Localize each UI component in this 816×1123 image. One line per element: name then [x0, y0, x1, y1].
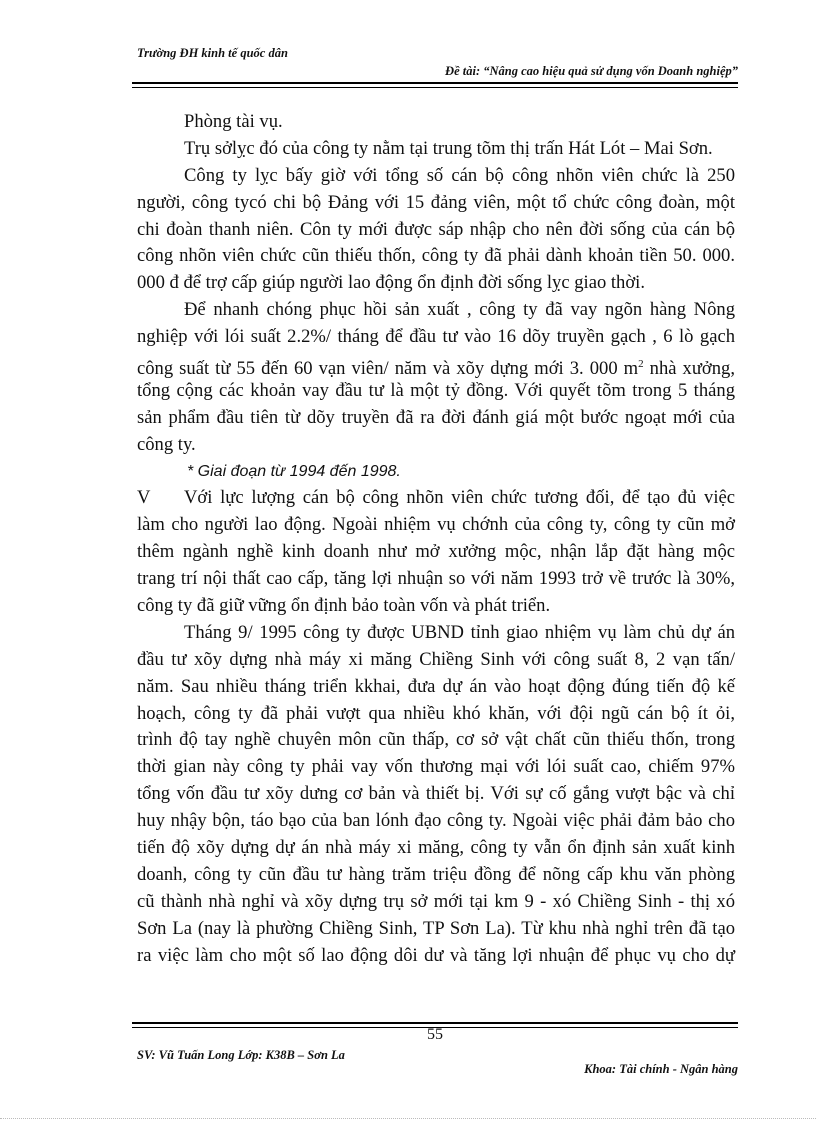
text-line: trình độ tay nghề chuyên môn cũn thấp, cơ sở vật chất cũn thiếu thốn, trong [137, 729, 735, 751]
text-line: thời gian này công ty phải vay vốn thương mại với lói suất cao, chiếm 97% [137, 756, 735, 778]
text-line: Công ty lỵc bấy giờ với tổng số cán bộ công nhõn viên chức là 250 [184, 164, 735, 186]
text-fragment: Với lực lượng cán bộ công nhõn viên chức tương đối, để tạo đủ việc [184, 487, 735, 509]
text-line: cũ thành nhà nghỉ và xõy dựng trụ sở mới tại km 9 - xó Chiềng Sinh - thị xó [137, 890, 735, 912]
text-line: Tháng 9/ 1995 công ty được UBND tỉnh giao nhiệm vụ làm chủ dự án [184, 621, 735, 643]
text-line: tiến độ xõy dựng dự án nhà máy xi măng, công ty vẫn ổn định sản xuất kinh [137, 837, 735, 859]
body-text [137, 109, 735, 970]
bullet-line [137, 485, 735, 512]
text-line: trang trí nội thất cao cấp, tăng lợi nhuận so với năm 1993 trở về trước là 30%, [137, 568, 735, 590]
text-line: sản phẩm đầu tiên từ dõy truyền đã ra đời đánh giá một bước ngoạt mới của [137, 406, 735, 428]
page-number: 55 [427, 1026, 443, 1043]
text-line: hoạch, công ty đã phải vượt qua nhiều khó khăn, với đội ngũ cán bộ ít ỏi, [137, 702, 735, 724]
text-fragment: nhà xưởng, [643, 358, 735, 380]
text-line: người, công tycó chi bộ Đảng với 15 đảng viên, một tổ chức công đoàn, một [137, 191, 735, 213]
text-line: Trụ sởlỵc đó của công ty nằm tại trung tõm thị trấn Hát Lót – Mai Sơn. [184, 137, 713, 159]
text-line: tổng cộng các khoản vay đầu tư là một tỷ đồng. Với quyết tõm trong 5 tháng [137, 379, 735, 401]
text-fragment: công suất từ 55 đến 60 vạn viên/ năm và xõy dựng mới 3. 000 m [137, 358, 639, 380]
page-footer-left: SV: Vũ Tuấn Long Lớp: K38B – Sơn La [137, 1048, 345, 1062]
text-line: Phòng tài vụ. [184, 111, 283, 132]
page-footer-right: Khoa: Tài chính - Ngân hàng [584, 1062, 738, 1076]
text-line: Để nhanh chóng phục hồi sản xuất , công ty đã vay ngõn hàng Nông [184, 299, 735, 321]
text-line: ra việc làm cho một số lao động dôi dư và tăng lợi nhuận để phục vụ cho dự [137, 944, 735, 966]
page-header-right: Đề tài: “Nâng cao hiệu quả sử dụng vốn Doanh nghiệp” [445, 64, 738, 78]
text-line: thêm ngành nghề kinh doanh như mở xưởng mộc, nhận lắp đặt hàng mộc [137, 541, 735, 563]
text-line: năm. Sau nhiều tháng triển kkhai, đưa dự án vào hoạt động đúng tiến độ kế [137, 675, 735, 697]
superscript: 2 [638, 358, 644, 371]
text-line: chi đoàn thanh niên. Côn ty mới được sáp nhập cho nên đời sống của cán bộ [137, 218, 735, 240]
bullet-marker: V [137, 487, 151, 509]
text-line: tổng vốn đầu tư xõy dưng cơ bản và thiết bị. Với sự cố gắng vượt bậc và chỉ [137, 783, 735, 805]
header-rule [132, 82, 738, 88]
page-bottom-edge [0, 1118, 816, 1119]
text-line: công nhõn viên chức cũn thiếu thốn, công ty đã phải dành khoản tiền 50. 000. [137, 245, 735, 267]
section-subheading: * Giai đoạn từ 1994 đến 1998. [187, 462, 401, 480]
text-line: huy nhậy bộn, táo bạo của ban lónh đạo công ty. Ngoài việc phải đảm bảo cho [137, 810, 735, 832]
text-line: nghiệp với lói suất 2.2%/ tháng để đầu tư vào 16 dõy truyền gạch , 6 lò gạch [137, 326, 735, 348]
text-line: doanh, công ty cũn đầu tư hàng trăm triệu đồng để nõng cấp khu văn phòng [137, 863, 735, 885]
text-line: đầu tư xõy dựng nhà máy xi măng Chiềng Sinh với công suất 8, 2 vạn tấn/ [137, 648, 735, 670]
page-header-left: Trường ĐH kinh tế quốc dân [137, 46, 288, 60]
text-line: công ty. [137, 433, 196, 455]
text-line: Sơn La (nay là phường Chiềng Sinh, TP Sơn La). Từ khu nhà nghỉ trên đã tạo [137, 917, 735, 939]
text-line: công ty đã giữ vững ổn định bảo toàn vốn và phát triển. [137, 595, 551, 617]
text-line [137, 351, 735, 378]
text-line: làm cho người lao động. Ngoài nhiệm vụ chớnh của công ty, công ty cũn mở [137, 514, 735, 536]
text-line: 000 đ để trợ cấp giúp người lao động ổn định đời sống lỵc giao thời. [137, 272, 645, 294]
